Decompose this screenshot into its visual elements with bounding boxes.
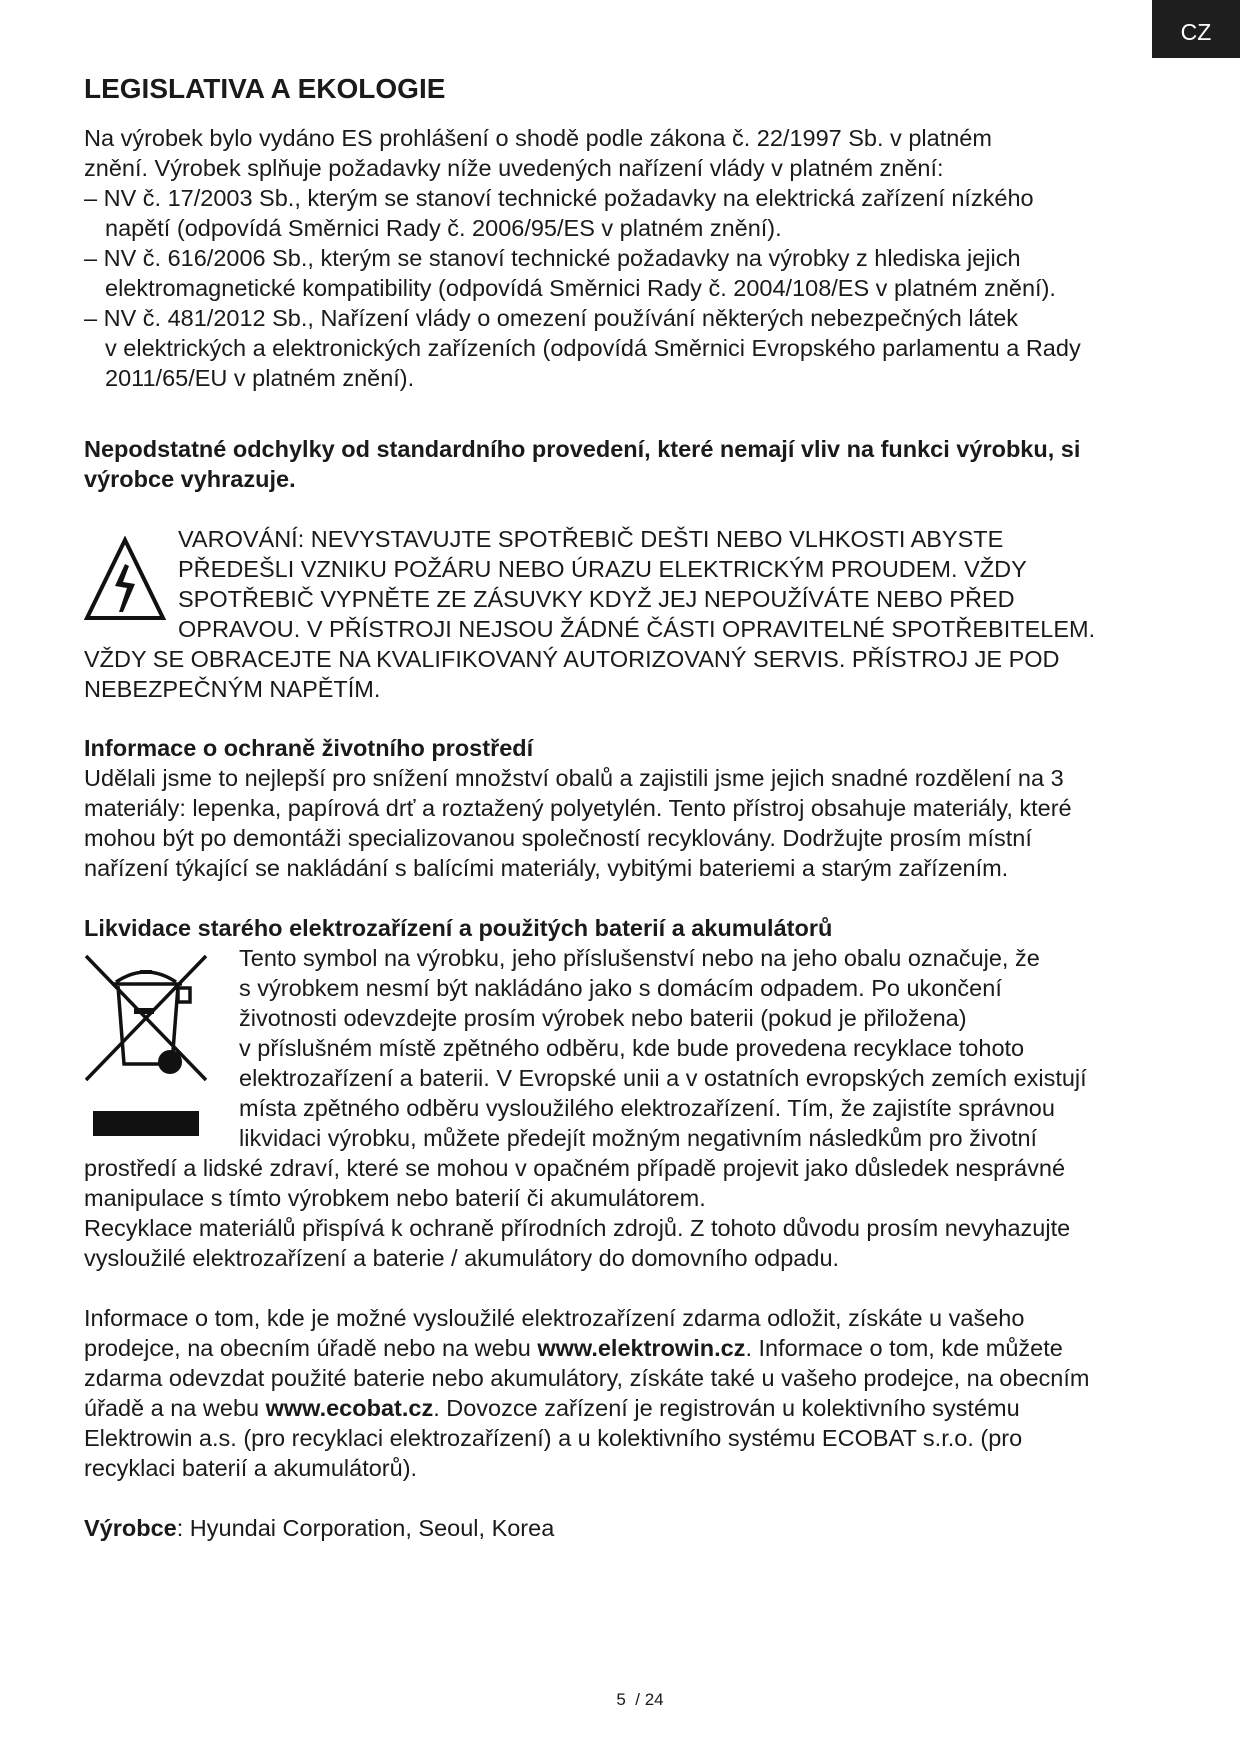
text-line: recyklaci baterií a akumulátorů). — [84, 1455, 418, 1481]
text-line: zdarma odevzdat použité baterie nebo akumulátory, získáte také u vašeho prodejce, na obecním — [84, 1365, 1090, 1391]
environment-section — [84, 733, 1072, 883]
text-line: – NV č. 481/2012 Sb., Nařízení vlády o omezení používání některých nebezpečných látek — [84, 305, 1019, 331]
text-line — [84, 524, 1095, 554]
elektrowin-link[interactable]: www.elektrowin.cz — [537, 1335, 746, 1361]
text-line: vysloužilé elektrozařízení a baterie / akumulátory do domovního odpadu. — [84, 1245, 840, 1271]
text-line: znění. Výrobek splňuje požadavky níže uvedených nařízení vlády v platném znění: — [84, 155, 944, 181]
text-line: SPOTŘEBIČ VYPNĚTE ZE ZÁSUVKY KDYŽ JEJ NEPOUŽÍVÁTE NEBO PŘED — [178, 586, 1015, 612]
warning-label: VAROVÁNÍ: — [178, 526, 305, 552]
text-fragment: NEVYSTAVUJTE SPOTŘEBIČ DEŠTI NEBO VLHKOSTI ABYSTE — [304, 526, 1004, 552]
text-line: materiály: lepenka, papírová drť a roztažený polyetylén. Tento přístroj obsahuje materiály, které — [84, 795, 1072, 821]
text-line: – NV č. 17/2003 Sb., kterým se stanoví technické požadavky na elektrická zařízení nízkého — [84, 185, 1034, 211]
section-heading: Likvidace starého elektrozařízení a použitých baterií a akumulátorů — [84, 915, 833, 941]
ecobat-link[interactable]: www.ecobat.cz — [265, 1395, 434, 1421]
manufacturer-label: Výrobce — [84, 1515, 177, 1541]
language-tab: CZ — [1152, 0, 1240, 58]
text-fragment: úřadě a na webu — [84, 1395, 266, 1421]
text-line: PŘEDEŠLI VZNIKU POŽÁRU NEBO ÚRAZU ELEKTRICKÝM PROUDEM. VŽDY — [178, 556, 1027, 582]
text-line: prostředí a lidské zdraví, které se mohou v opačném případě projevit jako důsledek nesprávné — [84, 1155, 1066, 1181]
text-line: – NV č. 616/2006 Sb., kterým se stanoví technické požadavky na výrobky z hlediska jejich — [84, 245, 1021, 271]
section-heading: Informace o ochraně životního prostředí — [84, 735, 534, 761]
text-line: Recyklace materiálů přispívá k ochraně přírodních zdrojů. Z tohoto důvodu prosím nevyhazujte — [84, 1215, 1071, 1241]
text-line: VŽDY SE OBRACEJTE NA KVALIFIKOVANÝ AUTORIZOVANÝ SERVIS. PŘÍSTROJ JE POD — [84, 646, 1060, 672]
text-line: Udělali jsme to nejlepší pro snížení množství obalů a zajistili jsme jejich snadné rozdělení na 3 — [84, 765, 1064, 791]
text-line: mohou být po demontáži specializovanou společností recyklovány. Dodržujte prosím místní — [84, 825, 1032, 851]
text-line: nařízení týkající se nakládání s balícími materiály, vybitými bateriemi a starým zařízením. — [84, 855, 1009, 881]
manufacturer-value: : Hyundai Corporation, Seoul, Korea — [176, 1515, 555, 1541]
text-line: OPRAVOU. V PŘÍSTROJI NEJSOU ŽÁDNÉ ČÁSTI OPRAVITELNÉ SPOTŘEBITELEM. — [178, 616, 1096, 642]
disposal-section — [84, 913, 1087, 1273]
page-title: LEGISLATIVA A EKOLOGIE — [84, 73, 446, 104]
text-line: likvidaci výrobku, můžete předejít možným negativním následkům pro životní — [239, 1125, 1038, 1151]
text-line: Na výrobek bylo vydáno ES prohlášení o shodě podle zákona č. 22/1997 Sb. v platném — [84, 125, 992, 151]
intro-paragraph — [84, 123, 1081, 393]
text-line: Elektrowin a.s. (pro recyklaci elektrozařízení) a u kolektivního systému ECOBAT s.r.o. (pro — [84, 1425, 1023, 1451]
deviation-note — [84, 434, 1080, 494]
text-line: manipulace s tímto výrobkem nebo baterií či akumulátorem. — [84, 1185, 706, 1211]
text-line: elektromagnetické kompatibility (odpovídá Směrnici Rady č. 2004/108/ES v platném znění). — [105, 275, 1056, 301]
text-line: Informace o tom, kde je možné vysloužilé elektrozařízení zdarma odložit, získáte u vašeho — [84, 1305, 1025, 1331]
text-line: s výrobkem nesmí být nakládáno jako s domácím odpadem. Po ukončení — [239, 975, 1002, 1001]
text-fragment: . Informace o tom, kde můžete — [745, 1335, 1063, 1361]
text-line: v příslušném místě zpětného odběru, kde bude provedena recyklace tohoto — [239, 1035, 1025, 1061]
text-fragment: prodejce, na obecním úřadě nebo na webu — [84, 1335, 538, 1361]
text-line: 2011/65/EU v platném znění). — [105, 365, 415, 391]
text-line: Nepodstatné odchylky od standardního provedení, které nemají vliv na funkci výrobku, si — [84, 436, 1081, 462]
page-number: 5 / 24 — [616, 1690, 664, 1709]
text-line — [84, 1333, 1089, 1363]
manufacturer-line — [84, 1513, 554, 1543]
text-fragment: . Dovozce zařízení je registrován u kolektivního systému — [433, 1395, 1020, 1421]
collection-info — [84, 1303, 1089, 1483]
text-line — [84, 1393, 1089, 1423]
text-line: napětí (odpovídá Směrnici Rady č. 2006/95/ES v platném znění). — [105, 215, 782, 241]
text-line: elektrozařízení a baterii. V Evropské unii a v ostatních evropských zemích existují — [239, 1065, 1087, 1091]
text-line: Tento symbol na výrobku, jeho příslušenství nebo na jeho obalu označuje, že — [239, 945, 1040, 971]
text-line: NEBEZPEČNÝM NAPĚTÍM. — [84, 676, 381, 702]
text-line: výrobce vyhrazuje. — [84, 466, 296, 492]
text-line: životnosti odevzdejte prosím výrobek nebo baterii (pokud je přiložena) — [239, 1005, 967, 1031]
warning-block — [84, 524, 1095, 704]
text-line: v elektrických a elektronických zařízeních (odpovídá Směrnici Evropského parlamentu a Rady — [105, 335, 1081, 361]
text-line: místa zpětného odběru vysloužilého elektrozařízení. Tím, že zajistíte správnou — [239, 1095, 1055, 1121]
